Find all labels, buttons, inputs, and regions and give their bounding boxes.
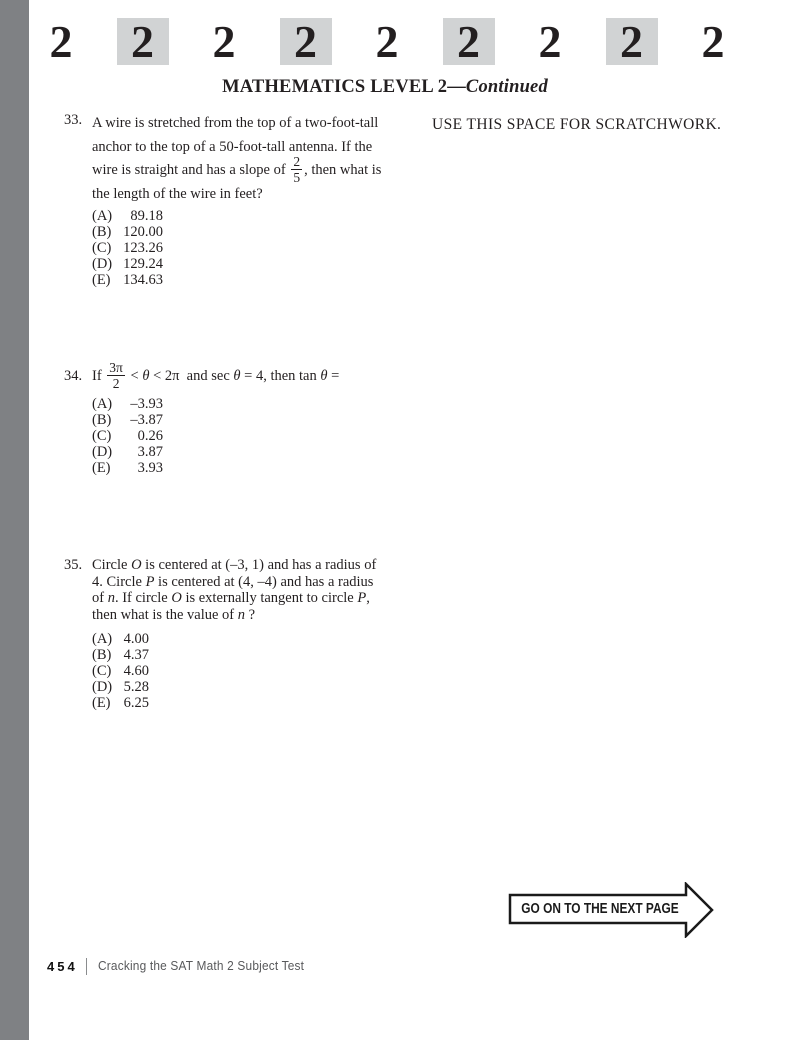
choice-value: 4.00	[123, 631, 149, 647]
page-left-edge-bar	[0, 0, 29, 1040]
choice-value: 5.28	[123, 679, 149, 695]
answer-choice-a	[92, 396, 444, 412]
choice-value: 6.25	[123, 695, 149, 711]
scratchwork-label: USE THIS SPACE FOR SCRATCHWORK.	[432, 116, 722, 133]
choice-label: (D)	[92, 256, 113, 272]
section-number-2: 2	[375, 15, 399, 67]
question-number: 33.	[64, 112, 83, 128]
choice-label: (A)	[92, 396, 113, 412]
choice-label: (A)	[92, 631, 113, 647]
question-35	[64, 557, 444, 711]
answer-choices	[92, 208, 444, 288]
choice-value: 134.63	[123, 272, 163, 288]
answer-choices	[92, 396, 444, 476]
choice-value: 123.26	[123, 240, 163, 256]
choice-label: (E)	[92, 695, 111, 711]
question-text-line: If $\frac{3\pi}{2}$ < θ < 2π and sec θ = 4, then tan θ =	[92, 360, 340, 392]
go-on-arrow	[508, 882, 714, 938]
page-title	[0, 77, 770, 98]
section-number-2: 2	[212, 15, 236, 67]
fraction: $\frac{3\pi}{2}$	[109, 360, 123, 392]
answer-choice-d	[92, 256, 444, 272]
section-number-2-boxed: 2	[117, 18, 169, 65]
question-text-line: A wire is stretched from the top of a two-foot-tall	[92, 115, 379, 131]
choice-label: (C)	[92, 240, 112, 256]
answer-choices	[92, 631, 444, 711]
question-number: 35.	[64, 557, 83, 573]
choice-label: (D)	[92, 679, 113, 695]
answer-choice-c	[92, 663, 444, 679]
question-text-line: Circle O is centered at (–3, 1) and has a radius of	[92, 557, 377, 573]
question-text-line: wire is straight and has a slope of $\frac{2}{5}$ , then what is	[92, 154, 382, 186]
question-body	[92, 557, 444, 711]
choice-value: –3.93	[130, 396, 163, 412]
answer-choice-a	[92, 208, 444, 224]
choice-label: (E)	[92, 272, 111, 288]
choice-value: 4.60	[123, 663, 149, 679]
answer-choice-b	[92, 224, 444, 240]
go-on-label: GO ON TO THE NEXT PAGE	[521, 901, 679, 917]
choice-label: (D)	[92, 444, 113, 460]
choice-value: 4.37	[123, 647, 149, 663]
fraction: $\frac{2}{5}$	[293, 154, 301, 186]
section-number-2: 2	[49, 15, 73, 67]
question-text-line: the length of the wire in feet?	[92, 185, 263, 202]
page-title-main: MATHEMATICS LEVEL 2—	[222, 77, 466, 97]
question-text-line: 4. Circle P is centered at (4, –4) and has a radius	[92, 573, 374, 590]
answer-choice-b	[92, 647, 444, 663]
answer-choice-a	[92, 631, 444, 647]
page-number: 454	[47, 958, 78, 974]
section-number-row	[35, 15, 739, 67]
page-title-continued: Continued	[465, 77, 548, 97]
section-number-2: 2	[538, 15, 562, 67]
choice-label: (B)	[92, 224, 112, 240]
choice-label: (E)	[92, 460, 111, 476]
answer-choice-d	[92, 444, 444, 460]
question-34	[64, 360, 444, 476]
answer-choice-e	[92, 460, 444, 476]
question-body	[92, 360, 444, 476]
page-footer	[47, 956, 315, 976]
answer-choice-b	[92, 412, 444, 428]
question-number: 34.	[64, 368, 83, 384]
choice-value: –3.87	[130, 412, 163, 428]
choice-label: (B)	[92, 412, 112, 428]
answer-choice-e	[92, 272, 444, 288]
question-33	[64, 112, 444, 288]
choice-value: 89.18	[130, 208, 163, 224]
answer-choice-c	[92, 428, 444, 444]
book-title: Cracking the SAT Math 2 Subject Test	[97, 959, 304, 973]
choice-label: (A)	[92, 208, 113, 224]
answer-choice-e	[92, 695, 444, 711]
question-text-line: then what is the value of n ?	[92, 606, 256, 623]
question-text-line: of n. If circle O is externally tangent to circle P,	[92, 590, 370, 606]
section-number-2-boxed: 2	[280, 18, 332, 65]
section-number-2-boxed: 2	[443, 18, 495, 65]
choice-label: (C)	[92, 428, 112, 444]
choice-value: 0.26	[137, 428, 163, 444]
question-text-line: anchor to the top of a 50-foot-tall antenna. If the	[92, 138, 373, 155]
answer-choice-c	[92, 240, 444, 256]
choice-label: (B)	[92, 647, 112, 663]
section-number-2-boxed: 2	[606, 18, 658, 65]
choice-value: 3.93	[137, 460, 163, 476]
footer-divider	[86, 958, 87, 975]
section-number-2: 2	[701, 15, 725, 67]
choice-value: 120.00	[123, 224, 163, 240]
question-body	[92, 112, 444, 288]
choice-value: 129.24	[123, 256, 163, 272]
choice-value: 3.87	[137, 444, 163, 460]
answer-choice-d	[92, 679, 444, 695]
choice-label: (C)	[92, 663, 112, 679]
